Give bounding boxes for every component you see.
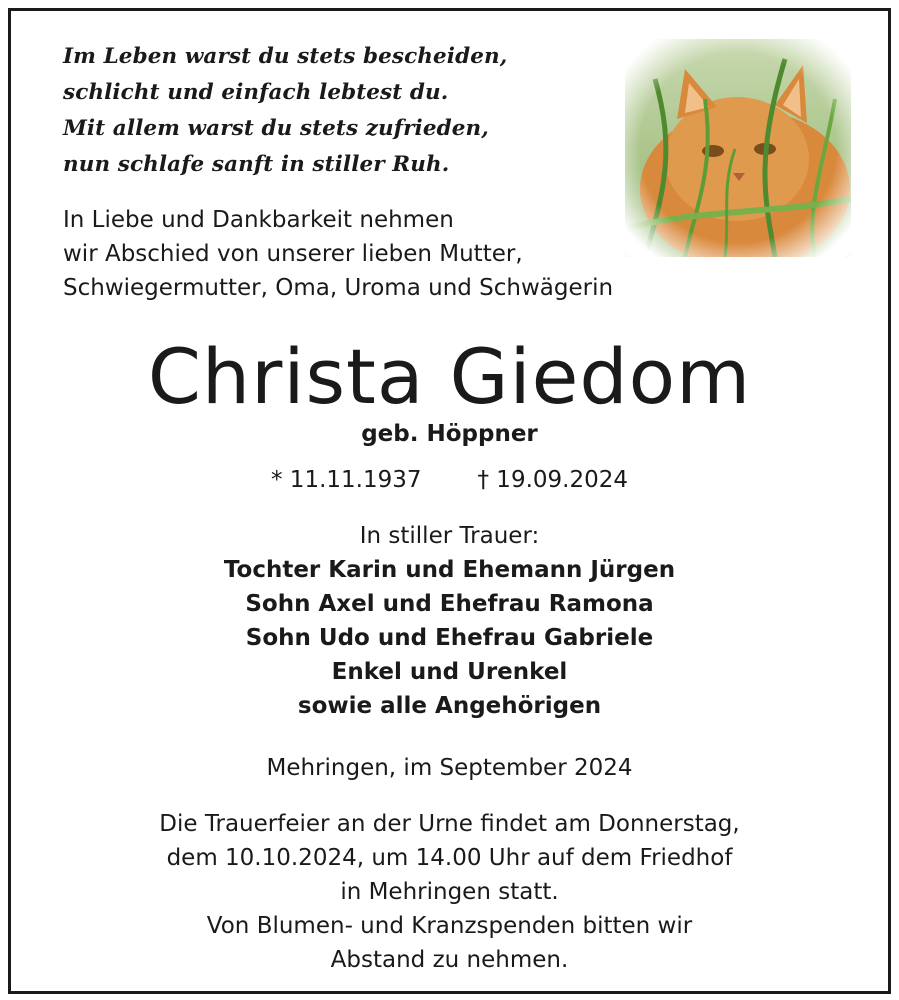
mourner: Enkel und Urenkel	[331, 659, 568, 685]
mourner: Sohn Udo und Ehefrau Gabriele	[245, 625, 654, 651]
intro-line: wir Abschied von unserer lieben Mutter,	[63, 241, 523, 267]
poem-line: Mit allem warst du stets zufrieden,	[63, 116, 489, 141]
mourner: Sohn Axel und Ehefrau Ramona	[245, 591, 654, 617]
mourners-list	[11, 553, 888, 723]
intro-line: Schwiegermutter, Oma, Uroma und Schwägerin	[63, 275, 614, 301]
maiden-name: geb. Höppner	[361, 421, 538, 447]
obituary-frame	[8, 8, 891, 994]
life-dates	[11, 463, 888, 497]
place-date: Mehringen, im September 2024	[266, 755, 633, 781]
notice-line: Die Trauerfeier an der Urne findet am Donnerstag,	[159, 811, 740, 837]
death-date: † 19.09.2024	[477, 467, 628, 493]
mourner: sowie alle Angehörigen	[297, 693, 602, 719]
deceased-name: Christa Giedom	[147, 332, 752, 421]
mourner: Tochter Karin und Ehemann Jürgen	[223, 557, 676, 583]
notice-line: Abstand zu nehmen.	[330, 947, 569, 973]
intro-text	[63, 203, 613, 305]
notice-line: in Mehringen statt.	[340, 879, 559, 905]
poem-line: nun schlafe sanft in stiller Ruh.	[63, 152, 450, 177]
poem-line: Im Leben warst du stets bescheiden,	[63, 44, 508, 69]
poem-line: schlicht und einfach lebtest du.	[63, 80, 449, 105]
notice-line: dem 10.10.2024, um 14.00 Uhr auf dem Friedhof	[166, 845, 733, 871]
mourning-label: In stiller Trauer:	[359, 523, 540, 549]
poem	[63, 39, 507, 183]
birth-date: * 11.11.1937	[271, 467, 422, 493]
notice-line: Von Blumen- und Kranzspenden bitten wir	[206, 913, 693, 939]
cat-photo-image	[625, 39, 851, 257]
cat-photo	[625, 39, 851, 257]
funeral-notice	[11, 807, 888, 977]
intro-line: In Liebe und Dankbarkeit nehmen	[63, 207, 454, 233]
